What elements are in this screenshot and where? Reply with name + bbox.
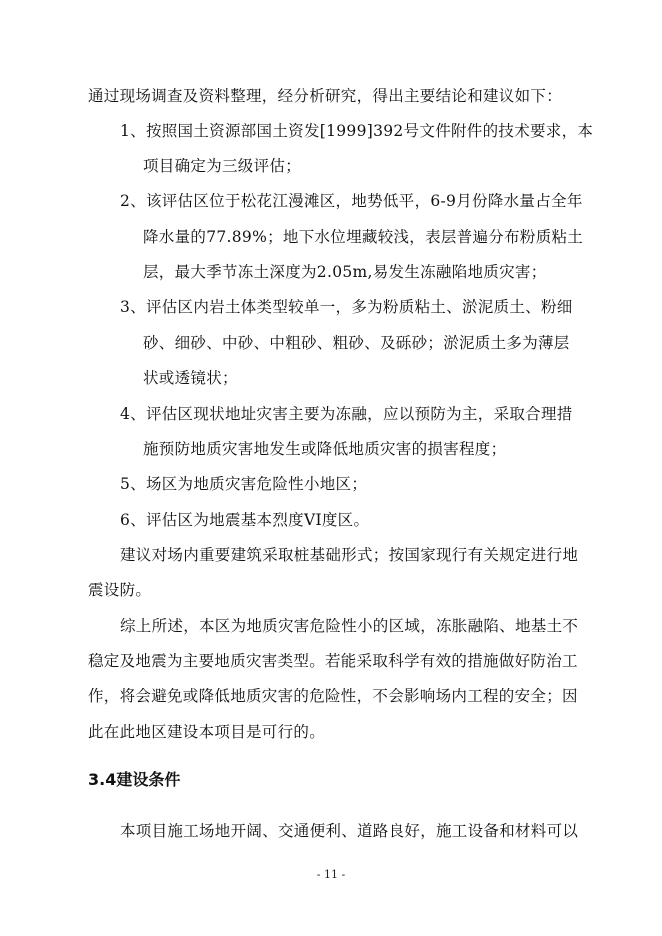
item-1-line-1: 1、按照国土资源部国土资发[1999]392号文件附件的技术要求，本: [120, 122, 594, 140]
item-3-line-1: 3、评估区内岩土体类型较单一，多为粉质粘土、淤泥质土、粉细: [120, 298, 573, 316]
summary-line-1: 综上所述，本区为地质灾害危险性小的区域，冻胀融陷、地基土不: [120, 617, 579, 635]
item-5-line-1: 5、场区为地质灾害危险性小地区；: [120, 475, 368, 493]
item-1-line-2: 项目确定为三级评估；: [143, 157, 302, 175]
item-2-line-2: 降水量的77.89%；地下水位埋藏较浅，表层普遍分布粉质粘土: [143, 228, 584, 246]
item-3-line-2: 砂、细砂、中砂、中粗砂、粗砂、及砾砂；淤泥质土多为薄层: [143, 334, 570, 352]
item-3-line-3: 状或透镜状；: [143, 369, 238, 387]
summary-line-4: 此在此地区建设本项目是可行的。: [88, 723, 326, 741]
page-number: - 11 -: [316, 868, 346, 881]
intro-line: 通过现场调查及资料整理，经分析研究，得出主要结论和建议如下：: [88, 87, 563, 105]
item-4-line-2: 施预防地质灾害地发生或降低地质灾害的损害程度；: [143, 440, 507, 458]
item-4-line-1: 4、评估区现状地址灾害主要为冻融，应以预防为主，采取合理措: [120, 405, 573, 423]
summary-line-3: 作，将会避免或降低地质灾害的危险性，不会影响场内工程的安全；因: [88, 687, 578, 705]
conditions-line-1: 本项目施工场地开阔、交通便利、道路良好，施工设备和材料可以: [120, 822, 579, 840]
item-6-line-1: 6、评估区为地震基本烈度VI度区。: [120, 511, 370, 529]
suggestion-line-1: 建议对场内重要建筑采取桩基础形式；按国家现行有关规定进行地: [120, 546, 579, 564]
item-2-line-3: 层，最大季节冻土深度为2.05m,易发生冻融陷地质灾害；: [143, 263, 547, 281]
suggestion-line-2: 震设防。: [88, 581, 152, 599]
item-2-line-1: 2、该评估区位于松花江漫滩区，地势低平，6-9月份降水量占全年: [120, 192, 583, 210]
summary-line-2: 稳定及地震为主要地质灾害类型。若能采取科学有效的措施做好防治工: [88, 652, 578, 670]
section-heading: 3.4建设条件: [88, 770, 181, 789]
